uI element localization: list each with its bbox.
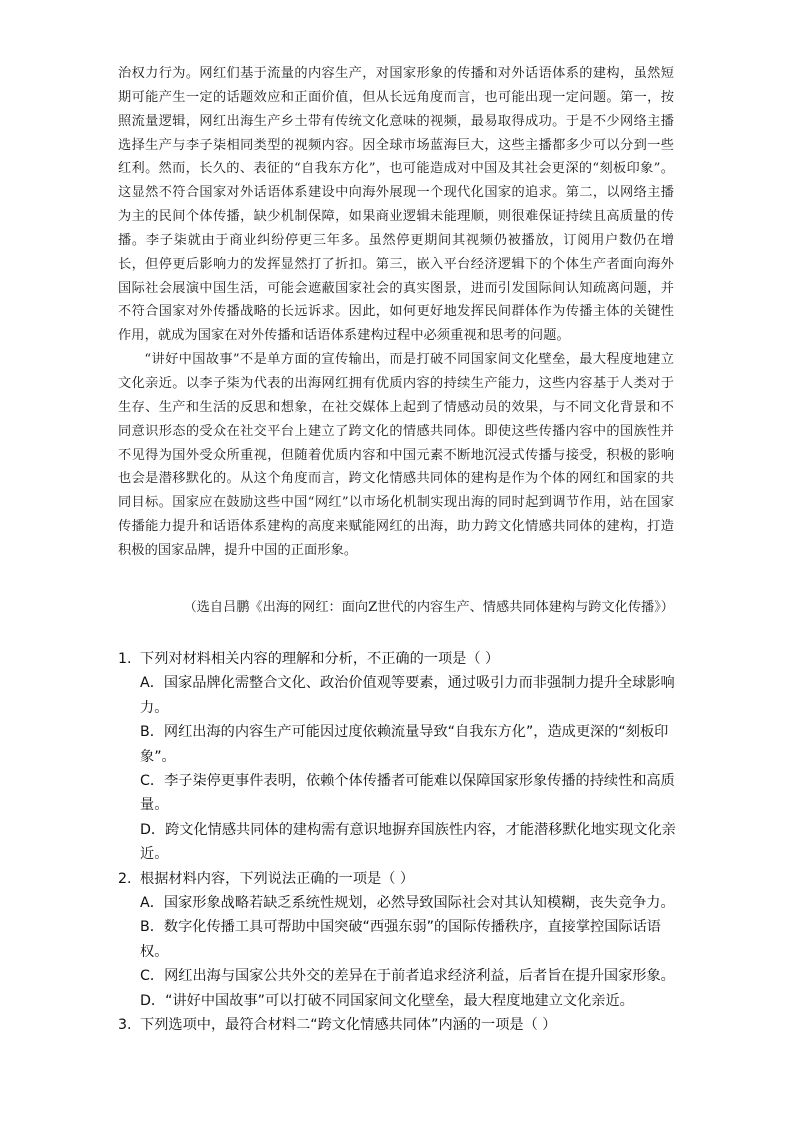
question-text: 下列选项中，最符合材料二“跨文化情感共同体”内涵的一项是（ ） <box>140 1017 557 1034</box>
question-item <box>118 647 678 867</box>
question-stem <box>118 647 678 671</box>
option-b[interactable]: B．数字化传播工具可帮助中国突破“西强东弱”的国际传播秩序，直接掌控国际话语权。 <box>140 919 661 960</box>
question-list <box>118 647 678 1038</box>
passage-paragraph: “讲好中国故事”不是单方面的宣传输出，而是打破不同国家间文化壁垒，最大程度地建立文化亲近。以李子柒为代表的出海网红拥有优质内容的持续生产能力，这些内容基于人类对于生存、生产和生活的反思和想象，在社交媒体上起到了情感动员的效果，与不同文化背景和不同意识形态的受众在社交平台上建立了跨文化的情感共同体。即使这些传播内容中的国族性并不见得为国外受众所重视，但随着优质内容和中国元素不断地沉浸式传播与接受，积极的影响也会是潜移默化的。从这个角度而言，跨文化情感共同体的建构是作为个体的网红和国家的共同目标。国家应在鼓励这些中国“网红”以市场化机制实现出海的同时起到调节作用，站在国家传播能力提升和话语体系建构的高度来赋能网红的出海，助力跨文化情感共同体的建构，打造积极的国家品牌，提升中国的正面形象。 <box>118 352 674 558</box>
question-text: 下列对材料相关内容的理解和分析，不正确的一项是（ ） <box>140 651 500 667</box>
option-a[interactable]: A．国家形象战略若缺乏系统性规划，必然导致国际社会对其认知模糊，丧失竞争力。 <box>140 895 675 912</box>
question-text: 根据材料内容，下列说法正确的一项是（ ） <box>140 870 415 887</box>
question-stem <box>118 867 678 891</box>
question-stem <box>118 1013 678 1037</box>
question-number: 2. <box>118 870 132 887</box>
option-c[interactable]: C．李子柒停更事件表明，依赖个体传播者可能难以保障国家形象传播的持续性和高质量。 <box>140 773 675 814</box>
option-d[interactable]: D．跨文化情感共同体的建构需有意识地摒弃国族性内容，才能潜移默化地实现文化亲近。 <box>140 821 676 863</box>
option-b[interactable]: B．网红出海的内容生产可能因过度依赖流量导致“自我东方化”，造成更深的“刻板印象”。 <box>140 724 669 765</box>
question-item <box>118 867 678 1013</box>
passage-source-citation: （选自吕鹏《出海的网红：面向Z世代的内容生产、情感共同体建构与跨文化传播》） <box>183 600 674 615</box>
question-item <box>118 1013 678 1037</box>
question-number: 1. <box>118 651 132 667</box>
option-a[interactable]: A．国家品牌化需整合文化、政治价值观等要素，通过吸引力而非强制力提升全球影响力。 <box>140 675 675 716</box>
option-c[interactable]: C．网红出海与国家公共外交的差异在于前者追求经济利益，后者旨在提升国家形象。 <box>140 968 675 985</box>
question-number: 3. <box>118 1017 132 1034</box>
option-d[interactable]: D．“讲好中国故事”可以打破不同国家间文化壁垒，最大程度地建立文化亲近。 <box>140 992 634 1009</box>
reading-passage <box>118 62 674 563</box>
passage-paragraph: 治权力行为。网红们基于流量的内容生产，对国家形象的传播和对外话语体系的建构，虽然短期可能产生一定的话题效应和正面价值，但从长远角度而言，也可能出现一定问题。第一，按照流量逻辑，网红出海生产乡土带有传统文化意味的视频，最易取得成功。于是不少网络主播选择生产与李子柒相同类型的视频内容。因全球市场蓝海巨大，这些主播都多少可以分到一些红利。然而，长久的、表征的“自我东方化”，也可能造成对中国及其社会更深的“刻板印象”。这显然不符合国家对外话语体系建设中向海外展现一个现代化国家的追求。第二，以网络主播为主的民间个体传播，缺少机制保障，如果商业逻辑未能理顺，则很难保证持续且高质量的传播。李子柒就由于商业纠纷停更三年多。虽然停更期间其视频仍被播放，订阅用户数仍在增长，但停更后影响力的发挥显然打了折扣。第三，嵌入平台经济逻辑下的个体生产者面向海外国际社会展演中国生活，可能会遮蔽国家社会的真实图景，进而引发国际间认知疏离问题，并不符合国家对外传播战略的长远诉求。因此，如何更好地发挥民间群体作为传播主体的关键性作用，就成为国家在对外传播和话语体系建构过程中必须重视和思考的问题。 <box>118 66 674 344</box>
